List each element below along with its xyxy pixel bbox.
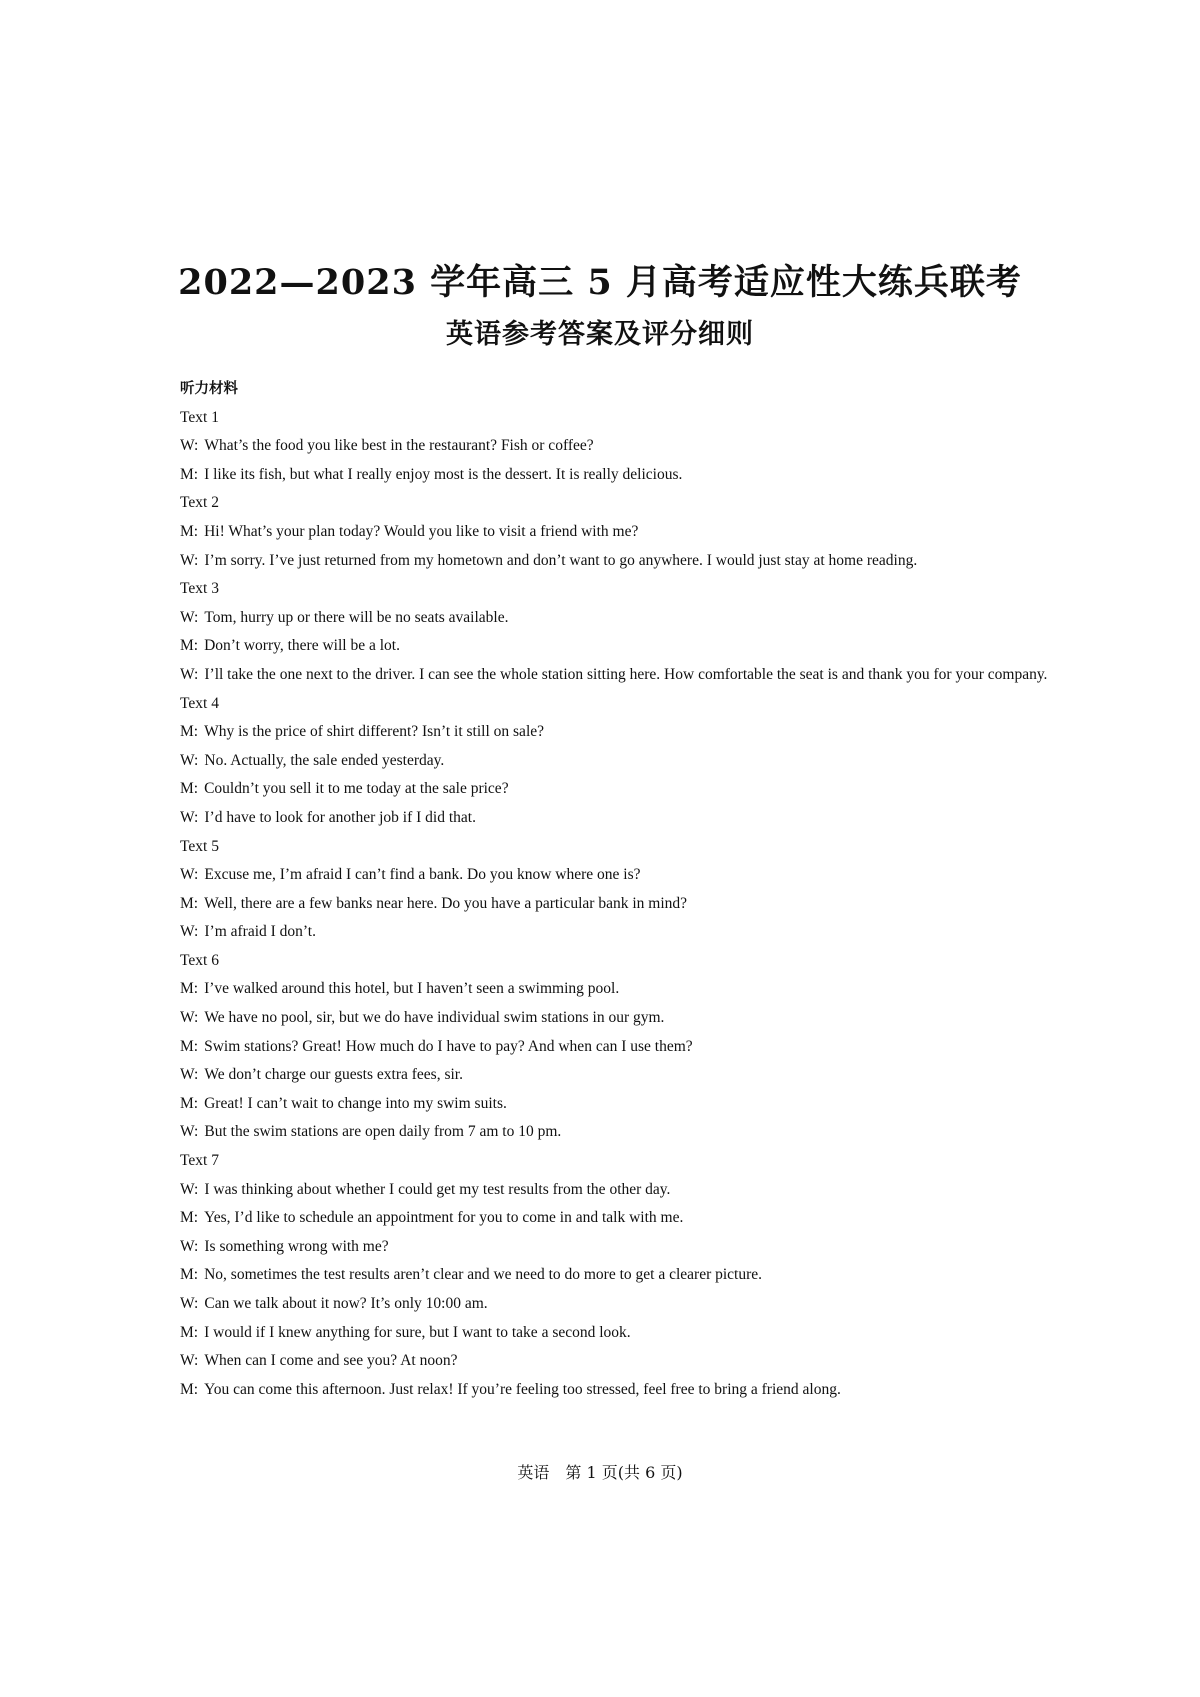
dialogue-text: Don’t worry, there will be a lot. (204, 637, 400, 655)
dialogue-text: Is something wrong with me? (204, 1237, 389, 1255)
speaker-label: W: (180, 866, 199, 884)
dialogue-line (180, 1061, 1050, 1090)
section-heading: 听力材料 (180, 381, 238, 397)
speaker-label: M: (180, 522, 199, 540)
dialogue-line (180, 775, 1050, 804)
text-label: Text 7 (180, 1152, 219, 1170)
dialogue-line (180, 890, 1050, 919)
speaker-label: W: (180, 1123, 199, 1141)
dialogue-text: I’m afraid I don’t. (204, 923, 316, 941)
dialogue-text: I was thinking about whether I could get my test results from the other day. (204, 1180, 671, 1198)
dialogue-line (180, 975, 1050, 1004)
speaker-label: W: (180, 437, 199, 455)
text-label: Text 2 (180, 494, 219, 512)
speaker-label: M: (180, 1266, 199, 1284)
dialogue-text: Can we talk about it now? It’s only 10:00 am. (204, 1295, 488, 1312)
dialogue-text: I’m sorry. I’ve just returned from my hometown and don’t want to go anywhere. I would just stay at home reading. (204, 551, 918, 569)
text-label: Text 4 (180, 694, 219, 712)
speaker-label: W: (180, 1066, 199, 1084)
speaker-label: M: (180, 723, 199, 741)
dialogue-line (180, 1004, 1050, 1033)
speaker-label: W: (180, 551, 199, 569)
dialogue-text: But the swim stations are open daily from 7 am to 10 pm. (204, 1123, 562, 1141)
dialogue-line (180, 1347, 1050, 1376)
dialogue-text: No, sometimes the test results aren’t clear and we need to do more to get a clearer picture. (204, 1266, 763, 1284)
dialogue-text: Excuse me, I’m afraid I can’t find a bank. Do you know where one is? (204, 866, 641, 884)
dialogue-text: I would if I knew anything for sure, but I want to take a second look. (204, 1323, 631, 1341)
speaker-label: M: (180, 1209, 199, 1227)
speaker-label: M: (180, 780, 199, 798)
dialogue-line (180, 1090, 1050, 1119)
dialogue-line (180, 432, 1050, 461)
dialogue-line (180, 1176, 1050, 1205)
dialogue-text: I like its fish, but what I really enjoy most is the dessert. It is really delicious. (204, 465, 683, 483)
dialogue-line (180, 604, 1050, 633)
text-label: Text 6 (180, 951, 219, 969)
dialogue-line (180, 461, 1050, 490)
dialogue-text: Tom, hurry up or there will be no seats available. (204, 608, 509, 626)
speaker-label: W: (180, 665, 199, 683)
dialogue-text: I’ll take the one next to the driver. I can see the whole station sitting here. How comfortable the seat is and thank you for your company. (204, 665, 1048, 683)
dialogue-text: Yes, I’d like to schedule an appointment for you to come in and talk with me. (204, 1209, 684, 1227)
speaker-label: M: (180, 980, 199, 998)
document-title: 2022—2023 学年高三 5 月高考适应性大练兵联考 (178, 262, 1022, 303)
speaker-label: M: (180, 1094, 199, 1112)
dialogue-text: Couldn’t you sell it to me today at the sale price? (204, 780, 509, 798)
speaker-label: W: (180, 1352, 199, 1370)
document-subtitle: 英语参考答案及评分细则 (446, 319, 754, 350)
texts-container (180, 404, 1050, 1405)
dialogue-line (180, 1376, 1050, 1405)
text-label: Text 5 (180, 837, 219, 855)
dialogue-line (180, 1204, 1050, 1233)
listening-material (180, 375, 1050, 1404)
dialogue-text: Why is the price of shirt different? Isn’t it still on sale? (204, 723, 545, 741)
dialogue-text: I’d have to look for another job if I did that. (204, 808, 476, 826)
dialogue-text: I’ve walked around this hotel, but I haven’t seen a swimming pool. (204, 980, 620, 998)
dialogue-line (180, 518, 1050, 547)
dialogue-line (180, 547, 1050, 576)
page-footer: 英语 第 1 页(共 6 页) (517, 1463, 683, 1482)
dialogue-line (180, 804, 1050, 833)
dialogue-text: Great! I can’t wait to change into my swim suits. (204, 1094, 507, 1112)
speaker-label: W: (180, 751, 199, 769)
speaker-label: M: (180, 1380, 199, 1398)
dialogue-text: Hi! What’s your plan today? Would you like to visit a friend with me? (204, 522, 639, 540)
speaker-label: W: (180, 1295, 199, 1312)
dialogue-text: When can I come and see you? At noon? (204, 1352, 458, 1370)
dialogue-text: We don’t charge our guests extra fees, sir. (204, 1066, 463, 1084)
dialogue-line (180, 1118, 1050, 1147)
dialogue-line (180, 718, 1050, 747)
dialogue-line (180, 1319, 1050, 1348)
text-label: Text 1 (180, 408, 219, 426)
speaker-label: W: (180, 808, 199, 826)
dialogue-line (180, 632, 1050, 661)
speaker-label: W: (180, 923, 199, 941)
speaker-label: M: (180, 1323, 199, 1341)
dialogue-text: You can come this afternoon. Just relax! If you’re feeling too stressed, feel free to bring a friend along. (204, 1380, 841, 1398)
dialogue-line (180, 918, 1050, 947)
speaker-label: W: (180, 1009, 199, 1027)
dialogue-line (180, 861, 1050, 890)
dialogue-line (180, 1033, 1050, 1062)
speaker-label: W: (180, 1180, 199, 1198)
speaker-label: W: (180, 1237, 199, 1255)
dialogue-text: No. Actually, the sale ended yesterday. (204, 751, 445, 769)
text-label: Text 3 (180, 580, 219, 598)
dialogue-line (180, 747, 1050, 776)
dialogue-line (180, 1261, 1050, 1290)
speaker-label: M: (180, 465, 199, 483)
dialogue-line (180, 1233, 1050, 1262)
speaker-label: M: (180, 1037, 199, 1055)
dialogue-text: Well, there are a few banks near here. Do you have a particular bank in mind? (204, 894, 688, 912)
dialogue-text: What’s the food you like best in the restaurant? Fish or coffee? (204, 437, 594, 455)
speaker-label: M: (180, 637, 199, 655)
speaker-label: W: (180, 608, 199, 626)
dialogue-text: Swim stations? Great! How much do I have to pay? And when can I use them? (204, 1037, 693, 1055)
speaker-label: M: (180, 894, 199, 912)
dialogue-line (180, 661, 1050, 690)
dialogue-text: We have no pool, sir, but we do have individual swim stations in our gym. (204, 1009, 665, 1027)
dialogue-line (180, 1290, 1050, 1319)
